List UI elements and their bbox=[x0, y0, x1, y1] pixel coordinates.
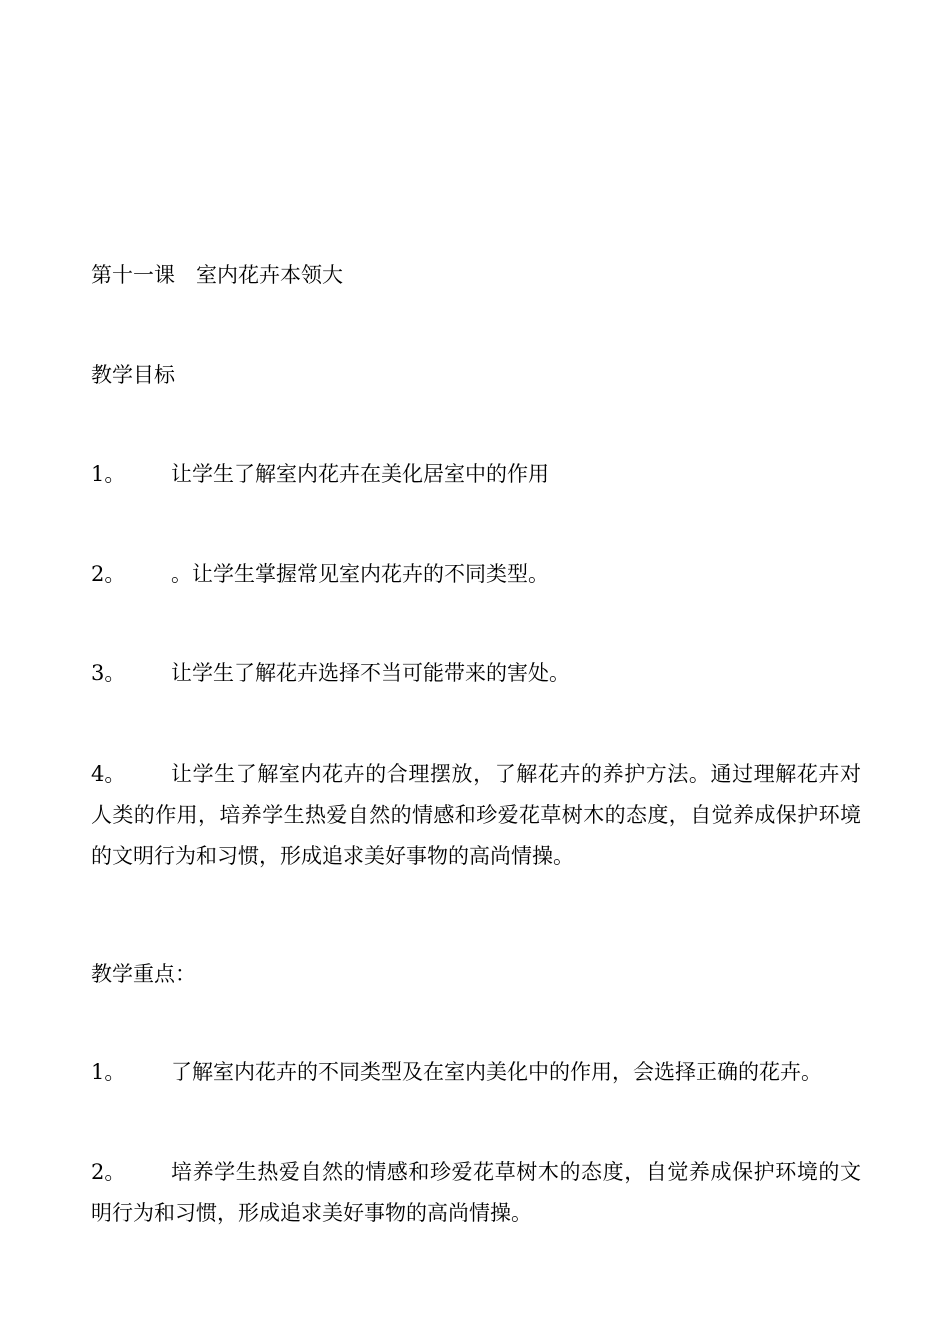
key-point-item-2 bbox=[91, 1152, 861, 1234]
objective-text: 让学生了解室内花卉在美化居室中的作用 bbox=[171, 462, 549, 486]
objective-text: 让学生了解室内花卉的合理摆放，了解花卉的养护方法。通过理解花卉对人类的作用，培养学生热爱自然的情感和珍爱花草树木的态度，自觉养成保护环境的文明行为和习惯，形成追求美好事物的高尚情操。 bbox=[91, 762, 861, 868]
objective-number: 4。 bbox=[91, 762, 126, 786]
objective-item-1 bbox=[91, 454, 861, 495]
objective-text: 。让学生掌握常见室内花卉的不同类型。 bbox=[171, 562, 549, 586]
key-point-text: 培养学生热爱自然的情感和珍爱花草树木的态度，自觉养成保护环境的文明行为和习惯，形成追求美好事物的高尚情操。 bbox=[91, 1160, 861, 1225]
objective-item-4 bbox=[91, 754, 861, 877]
key-point-number: 1。 bbox=[91, 1060, 126, 1084]
objective-number: 1。 bbox=[91, 462, 126, 486]
objective-item-2 bbox=[91, 554, 861, 595]
objective-number: 3。 bbox=[91, 661, 126, 685]
objectives-heading: 教学目标 bbox=[91, 363, 175, 387]
key-point-text: 了解室内花卉的不同类型及在室内美化中的作用，会选择正确的花卉。 bbox=[171, 1060, 822, 1084]
key-points-heading: 教学重点： bbox=[91, 962, 196, 986]
key-point-number: 2。 bbox=[91, 1160, 126, 1184]
objective-text: 让学生了解花卉选择不当可能带来的害处。 bbox=[171, 661, 570, 685]
key-point-item-1 bbox=[91, 1052, 861, 1093]
objective-item-3 bbox=[91, 653, 861, 694]
objective-number: 2。 bbox=[91, 562, 126, 586]
lesson-title: 第十一课 室内花卉本领大 bbox=[91, 263, 343, 287]
